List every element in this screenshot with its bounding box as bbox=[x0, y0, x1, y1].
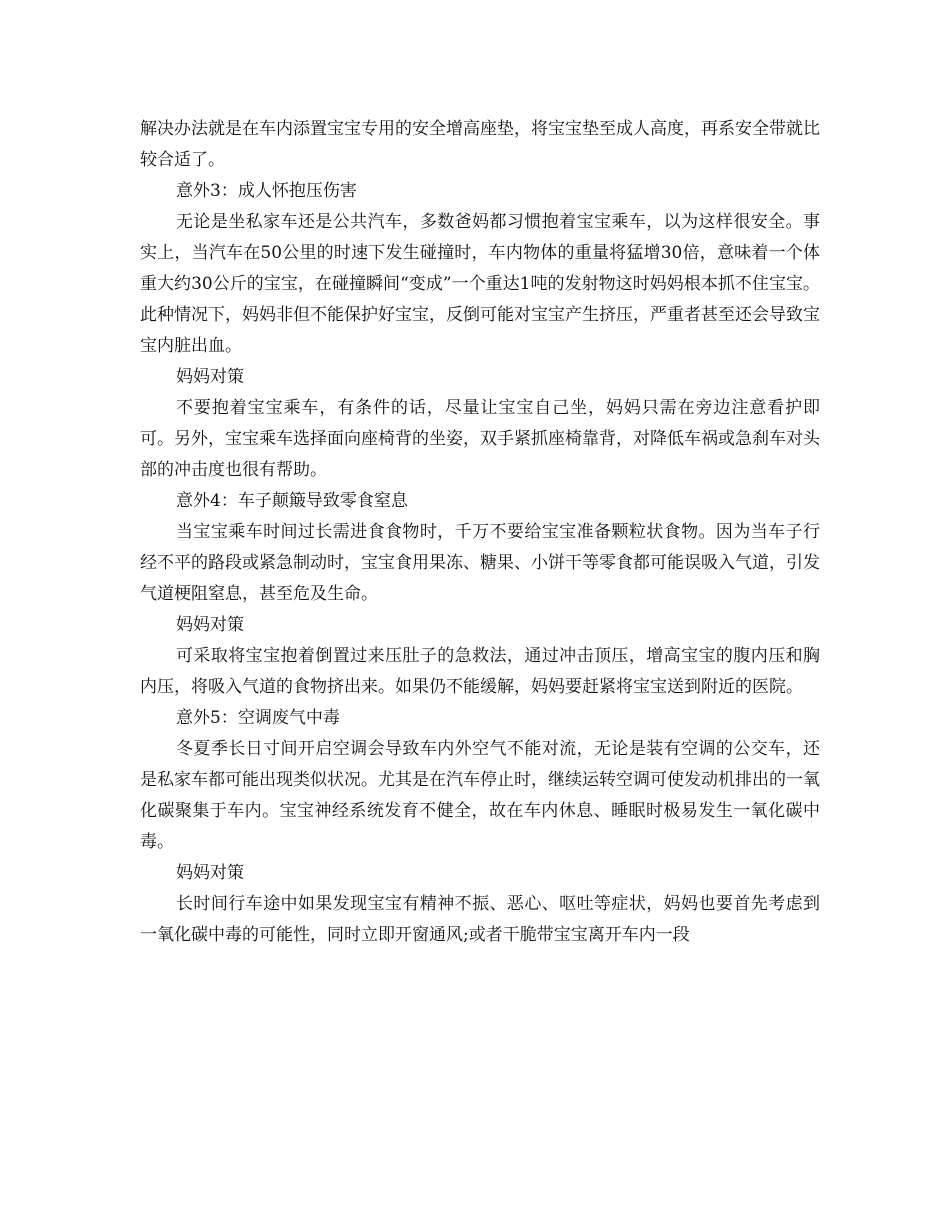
paragraph: 意外4：车子颠簸导致零食窒息 bbox=[176, 491, 408, 511]
paragraph: 可采取将宝宝抱着倒置过来压肚子的急救法，通过冲击顶压，增高宝宝的腹内压和胸内压，将吸入气道的食物挤出来。如果仍不能缓解，妈妈要赶紧将宝宝送到附近的医院。 bbox=[140, 646, 820, 697]
paragraph: 意外5：空调废气中毒 bbox=[176, 708, 340, 728]
paragraph: 妈妈对策 bbox=[176, 615, 244, 635]
paragraph: 妈妈对策 bbox=[176, 863, 244, 883]
paragraph: 冬夏季长日寸间开启空调会导致车内外空气不能对流，无论是装有空调的公交车，还是私家车都可能出现类似状况。尤其是在汽车停止时，继续运转空调可使发动机排出的一氧化碳聚集于车内。宝宝神经系统发育不健全，故在车内休息、睡眠时极易发生一氧化碳中毒。 bbox=[140, 739, 820, 852]
paragraph: 意外3：成人怀抱压伤害 bbox=[176, 181, 357, 201]
paragraph: 当宝宝乘车时间过长需进食食物时，千万不要给宝宝准备颗粒状食物。因为当车子行经不平的路段或紧急制动时，宝宝食用果冻、糖果、小饼干等零食都可能误吸入气道，引发气道梗阻窒息，甚至危及生命。 bbox=[140, 522, 820, 604]
document-body bbox=[140, 114, 820, 951]
paragraph: 不要抱着宝宝乘车，有条件的话，尽量让宝宝自己坐，妈妈只需在旁边注意看护即可。另外，宝宝乘车选择面向座椅背的坐姿，双手紧抓座椅靠背，对降低车祸或急刹车对头部的冲击度也很有帮助。 bbox=[140, 398, 820, 480]
paragraph: 解决办法就是在车内添置宝宝专用的安全增高座垫，将宝宝垫至成人高度，再系安全带就比较合适了。 bbox=[140, 119, 820, 170]
paragraph: 妈妈对策 bbox=[176, 367, 244, 387]
paragraph: 长时间行车途中如果发现宝宝有精神不振、恶心、呕吐等症状，妈妈也要首先考虑到一氧化碳中毒的可能性，同时立即开窗通风;或者干脆带宝宝离开车内一段 bbox=[140, 894, 820, 945]
paragraph: 无论是坐私家车还是公共汽车，多数爸妈都习惯抱着宝宝乘车，以为这样很安全。事实上，当汽车在50公里的时速下发生碰撞时，车内物体的重量将猛增30倍，意味着一个体重大约30公斤的宝宝，在碰撞瞬间“变成”一个重达1吨的发射物这时妈妈根本抓不住宝宝。此种情况下，妈妈非但不能保护好宝宝，反倒可能对宝宝产生挤压，严重者甚至还会导致宝宝内脏出血。 bbox=[140, 212, 820, 356]
